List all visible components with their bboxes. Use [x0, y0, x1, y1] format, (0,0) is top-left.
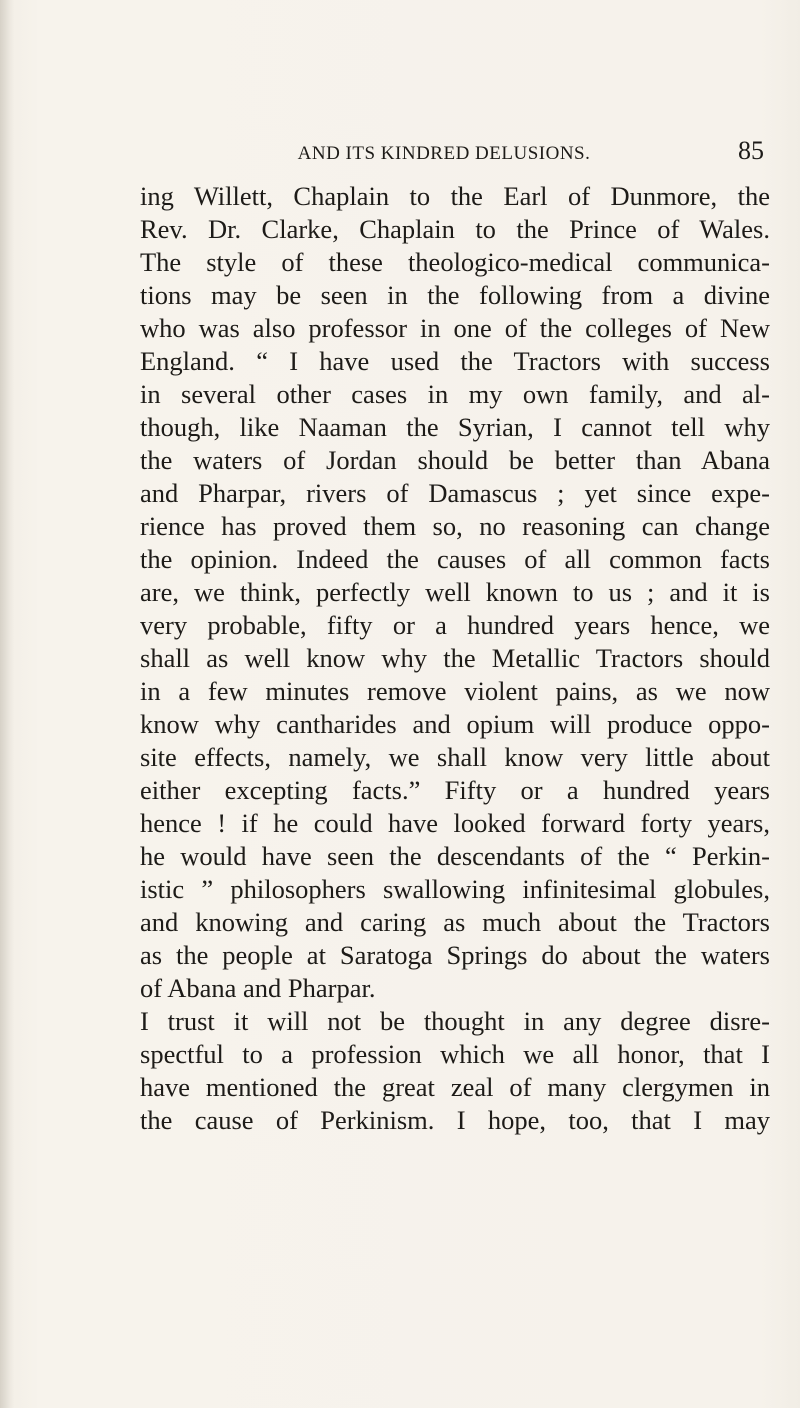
- text-line: and knowing and caring as much about the Tractors: [140, 907, 770, 937]
- text-line: as the people at Saratoga Springs do about the waters: [140, 940, 770, 970]
- text-line: spectful to a profession which we all honor, that I: [140, 1039, 770, 1069]
- text-line: rience has proved them so, no reasoning can change: [140, 511, 770, 541]
- body-text: [140, 180, 780, 1137]
- text-line: istic ” philosophers swallowing infinitesimal globules,: [140, 874, 770, 904]
- text-line: the waters of Jordan should be better than Abana: [140, 445, 770, 475]
- text-line: tions may be seen in the following from a divine: [140, 280, 770, 310]
- gutter-shadow: [0, 0, 14, 1408]
- text-line: Rev. Dr. Clarke, Chaplain to the Prince of Wales.: [140, 214, 770, 244]
- running-title: AND ITS KINDRED DELUSIONS.: [297, 143, 591, 164]
- page-number: 85: [738, 136, 764, 165]
- text-line: in several other cases in my own family, and al-: [140, 379, 770, 409]
- text-line: either excepting facts.” Fifty or a hundred years: [140, 775, 770, 805]
- text-line: the cause of Perkinism. I hope, too, that I may: [140, 1105, 770, 1135]
- text-line: the opinion. Indeed the causes of all common facts: [140, 544, 770, 574]
- text-line: of Abana and Pharpar.: [140, 973, 376, 1003]
- text-line: England. “ I have used the Tractors with success: [140, 346, 770, 376]
- text-line: very probable, fifty or a hundred years hence, we: [140, 610, 770, 640]
- text-line: he would have seen the descendants of the “ Perkin-: [140, 841, 770, 871]
- text-line: and Pharpar, rivers of Damascus ; yet since expe-: [140, 478, 770, 508]
- text-line: ing Willett, Chaplain to the Earl of Dunmore, the: [140, 181, 770, 211]
- text-line: are, we think, perfectly well known to us ; and it is: [140, 577, 770, 607]
- text-line: know why cantharides and opium will produce oppo-: [140, 709, 770, 739]
- text-line: who was also professor in one of the colleges of New: [140, 313, 770, 343]
- text-line: in a few minutes remove violent pains, as we now: [140, 676, 770, 706]
- text-line: site effects, namely, we shall know very little about: [140, 742, 770, 772]
- text-line: have mentioned the great zeal of many clergymen in: [140, 1072, 770, 1102]
- text-line: hence ! if he could have looked forward forty years,: [140, 808, 770, 838]
- text-line: shall as well know why the Metallic Tractors should: [140, 643, 770, 673]
- text-line: I trust it will not be thought in any degree disre-: [140, 1006, 770, 1036]
- text-line: The style of these theologico-medical communica-: [140, 247, 770, 277]
- text-line: though, like Naaman the Syrian, I cannot tell why: [140, 412, 770, 442]
